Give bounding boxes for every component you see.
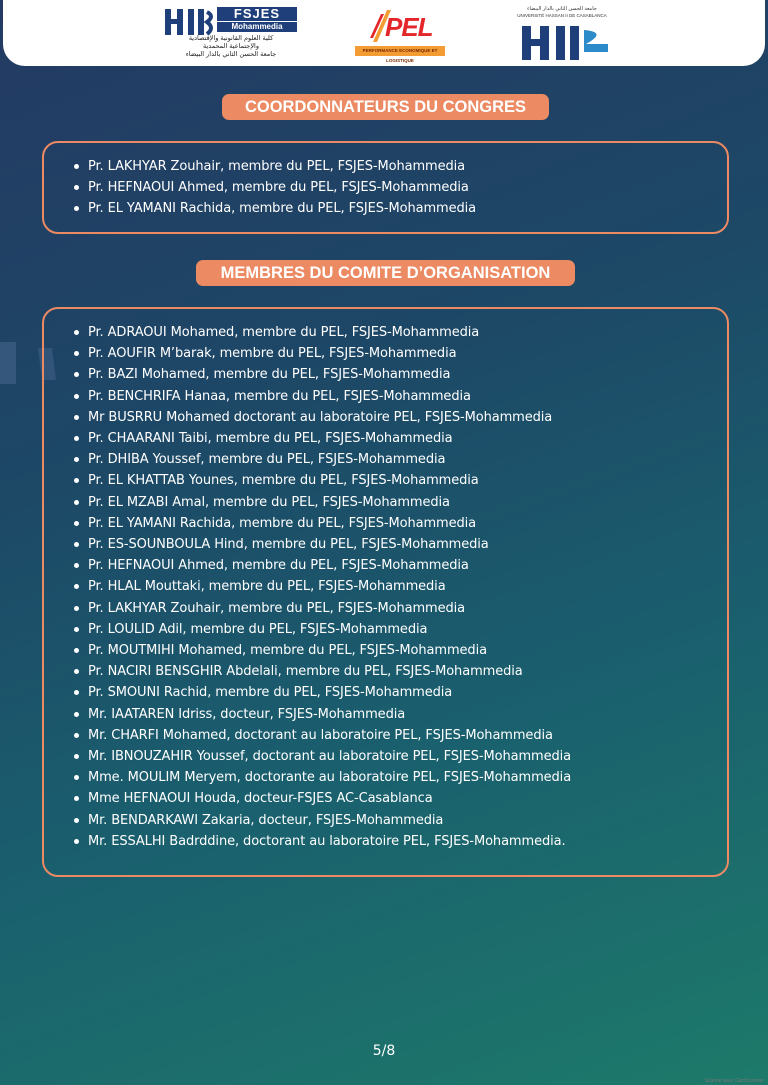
fsjes-arabic-line: والإجتماعية المحمدية — [203, 42, 259, 50]
fsjes-arabic-line: جامعة الحسن الثاني بالدار البيضاء — [185, 50, 277, 58]
uh2c-logo-arabic: جامعة الحسن الثاني بالدار البيضاء — [527, 6, 597, 12]
list-item: Pr. LAKHYAR Zouhair, membre du PEL, FSJES-Mohammedia — [74, 598, 571, 619]
scan-note: Scanné avec CamScanner — [704, 1078, 764, 1084]
list-item: Pr. LAKHYAR Zouhair, membre du PEL, FSJES-Mohammedia — [74, 156, 476, 177]
list-item: Pr. HEFNAOUI Ahmed, membre du PEL, FSJES-Mohammedia — [74, 555, 571, 576]
list-item: Pr. EL YAMANI Rachida, membre du PEL, FSJES-Mohammedia — [74, 198, 476, 219]
list-item: Pr. EL YAMANI Rachida, membre du PEL, FSJES-Mohammedia — [74, 513, 571, 534]
pel-logo — [355, 6, 445, 63]
list-item: Mr. IBNOUZAHIR Youssef, doctorant au laboratoire PEL, FSJES-Mohammedia — [74, 746, 571, 767]
list-item: Pr. BENCHRIFA Hanaa, membre du PEL, FSJES-Mohammedia — [74, 386, 571, 407]
committee-list — [74, 322, 571, 852]
list-item: Mr. IAATAREN Idriss, docteur, FSJES-Mohammedia — [74, 704, 571, 725]
committee-title: MEMBRES DU COMITE D’ORGANISATION — [196, 260, 575, 286]
pel-logo-tagline: PERFORMANCE ECONOMIQUE ET LOGISTIQUE — [355, 46, 445, 56]
fsjes-logo — [163, 6, 299, 60]
list-item: Pr. HEFNAOUI Ahmed, membre du PEL, FSJES-Mohammedia — [74, 177, 476, 198]
list-item: Pr. SMOUNI Rachid, membre du PEL, FSJES-Mohammedia — [74, 682, 571, 703]
fsjes-logo-arabic — [163, 34, 299, 58]
header-banner — [3, 0, 765, 66]
list-item: Pr. AOUFIR M’barak, membre du PEL, FSJES-Mohammedia — [74, 343, 571, 364]
list-item: Pr. CHAARANI Taibi, membre du PEL, FSJES-Mohammedia — [74, 428, 571, 449]
fsjes-logo-sub: Mohammedia — [217, 22, 297, 32]
list-item: Pr. BAZI Mohamed, membre du PEL, FSJES-Mohammedia — [74, 364, 571, 385]
page-number: 5/8 — [372, 1043, 396, 1059]
coordinators-title: COORDONNATEURS DU CONGRES — [222, 94, 549, 120]
list-item: Pr. NACIRI BENSGHIR Abdelali, membre du PEL, FSJES-Mohammedia — [74, 661, 571, 682]
list-item: Pr. LOULID Adil, membre du PEL, FSJES-Mohammedia — [74, 619, 571, 640]
fsjes-arabic-line: كلية العلوم القانونية والإقتصادية — [188, 34, 274, 42]
coordinators-box — [42, 141, 729, 234]
list-item: Mme. MOULIM Meryem, doctorante au laboratoire PEL, FSJES-Mohammedia — [74, 767, 571, 788]
list-item: Pr. ES-SOUNBOULA Hind, membre du PEL, FSJES-Mohammedia — [74, 534, 571, 555]
list-item: Mr. ESSALHI Badrddine, doctorant au laboratoire PEL, FSJES-Mohammedia. — [74, 831, 571, 852]
uh2c-emblem-icon — [516, 22, 612, 62]
list-item: Pr. DHIBA Youssef, membre du PEL, FSJES-Mohammedia — [74, 449, 571, 470]
list-item: Mr. BENDARKAWI Zakaria, docteur, FSJES-Mohammedia — [74, 810, 571, 831]
fsjes-logo-name: FSJES — [217, 7, 297, 21]
coordinators-list — [74, 156, 476, 220]
committee-box — [42, 307, 729, 877]
list-item: Pr. HLAL Mouttaki, membre du PEL, FSJES-Mohammedia — [74, 576, 571, 597]
list-item: Mr. CHARFI Mohamed, doctorant au laboratoire PEL, FSJES-Mohammedia — [74, 725, 571, 746]
list-item: Mme HEFNAOUI Houda, docteur-FSJES AC-Casablanca — [74, 788, 571, 809]
uh2c-logo-latin: UNIVERSITÉ HASSAN II DE CASABLANCA — [517, 13, 607, 18]
list-item: Pr. MOUTMIHI Mohamed, membre du PEL, FSJES-Mohammedia — [74, 640, 571, 661]
list-item: Pr. ADRAOUI Mohamed, membre du PEL, FSJES-Mohammedia — [74, 322, 571, 343]
list-item: Pr. EL MZABI Amal, membre du PEL, FSJES-Mohammedia — [74, 492, 571, 513]
uh2c-logo — [508, 6, 616, 62]
list-item: Pr. EL KHATTAB Younes, membre du PEL, FSJES-Mohammedia — [74, 470, 571, 491]
list-item: Mr BUSRRU Mohamed doctorant au laboratoire PEL, FSJES-Mohammedia — [74, 407, 571, 428]
pel-logo-name: PEL — [385, 12, 433, 42]
